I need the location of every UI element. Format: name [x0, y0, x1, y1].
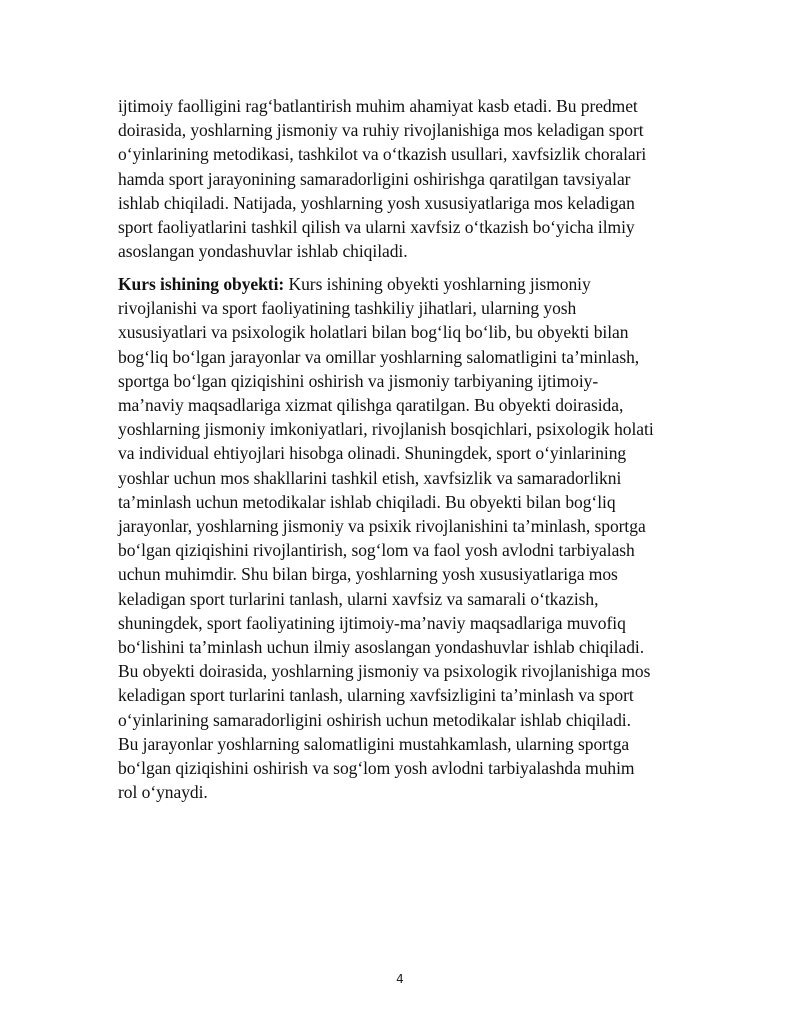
paragraph-line: sportga bo‘lgan qiziqishini oshirish va jismoniy tarbiyaning ijtimoiy-: [118, 370, 599, 391]
paragraph-line: bog‘liq bo‘lgan jarayonlar va omillar yoshlarning salomatligini ta’minlash,: [118, 346, 640, 367]
paragraph-line: bo‘lgan qiziqishini oshirish va sog‘lom yosh avlodni tarbiyalashda muhim: [118, 758, 635, 779]
page-number: 4: [396, 972, 404, 986]
paragraph-first-line: [118, 272, 688, 296]
paragraph-line: ta’minlash uchun metodikalar ishlab chiqiladi. Bu obyekti bilan bog‘liq: [118, 491, 616, 512]
paragraph-line: Bu jarayonlar yoshlarning salomatligini mustahkamlash, ularning sportga: [118, 733, 630, 754]
paragraph-line: shuningdek, sport faoliyatining ijtimoiy-ma’naviy maqsadlariga muvofiq: [118, 612, 626, 633]
paragraph-line: ijtimoiy faolligini rag‘batlantirish muhim ahamiyat kasb etadi. Bu predmet: [118, 96, 638, 116]
paragraph-line: o‘yinlarining metodikasi, tashkilot va o‘tkazish usullari, xavfsizlik choralari: [118, 144, 647, 165]
paragraph-line: hamda sport jarayonining samaradorligini oshirishga qaratilgan tavsiyalar: [118, 168, 631, 189]
paragraph-2: [118, 272, 688, 804]
paragraph-line: doirasida, yoshlarning jismoniy va ruhiy rivojlanishiga mos keladigan sport: [118, 120, 644, 141]
paragraph-line: uchun muhimdir. Shu bilan birga, yoshlarning yosh xususiyatlariga mos: [118, 564, 618, 585]
section-heading: Kurs ishining obyekti:: [118, 274, 285, 294]
paragraph-line: bo‘lishini ta’minlash uchun ilmiy asoslangan yondashuvlar ishlab chiqiladi.: [118, 637, 645, 658]
paragraph-line: ma’naviy maqsadlariga xizmat qilishga qaratilgan. Bu obyekti doirasida,: [118, 395, 624, 416]
paragraph-1: [118, 94, 688, 263]
paragraph-line: o‘yinlarining samaradorligini oshirish uchun metodikalar ishlab chiqiladi.: [118, 709, 631, 730]
paragraph-line: ishlab chiqiladi. Natijada, yoshlarning yosh xususiyatlariga mos keladigan: [118, 192, 635, 213]
paragraph-line: yoshlarning jismoniy imkoniyatlari, rivojlanish bosqichlari, psixologik holati: [118, 419, 654, 440]
paragraph-line: yoshlar uchun mos shakllarini tashkil etish, xavfsizlik va samaradorlikni: [118, 467, 622, 488]
paragraph-line: keladigan sport turlarini tanlash, ularning xavfsizligini ta’minlash va sport: [118, 685, 634, 706]
paragraph-line: xususiyatlari va psixologik holatlari bilan bog‘liq bo‘lib, bu obyekti bilan: [118, 322, 629, 343]
paragraph-line-rest: Kurs ishining obyekti yoshlarning jismoniy: [284, 274, 591, 294]
paragraph-line: jarayonlar, yoshlarning jismoniy va psixik rivojlanishini ta’minlash, sportga: [118, 516, 646, 537]
paragraph-line: rol o‘ynaydi.: [118, 782, 208, 803]
paragraph-line: bo‘lgan qiziqishini rivojlantirish, sog‘lom va faol yosh avlodni tarbiyalash: [118, 540, 635, 561]
paragraph-line: Bu obyekti doirasida, yoshlarning jismoniy va psixologik rivojlanishiga mos: [118, 661, 651, 682]
paragraph-line: rivojlanishi va sport faoliyatining tashkiliy jihatlari, ularning yosh: [118, 298, 577, 319]
paragraph-line: sport faoliyatlarini tashkil qilish va ularni xavfsiz o‘tkazish bo‘yicha ilmiy: [118, 217, 635, 238]
paragraph-line: keladigan sport turlarini tanlash, ularni xavfsiz va samarali o‘tkazish,: [118, 588, 599, 609]
paragraph-line: va individual ehtiyojlari hisobga olinadi. Shuningdek, sport o‘yinlarining: [118, 443, 627, 464]
paragraph-line: asoslangan yondashuvlar ishlab chiqiladi.: [118, 241, 408, 262]
